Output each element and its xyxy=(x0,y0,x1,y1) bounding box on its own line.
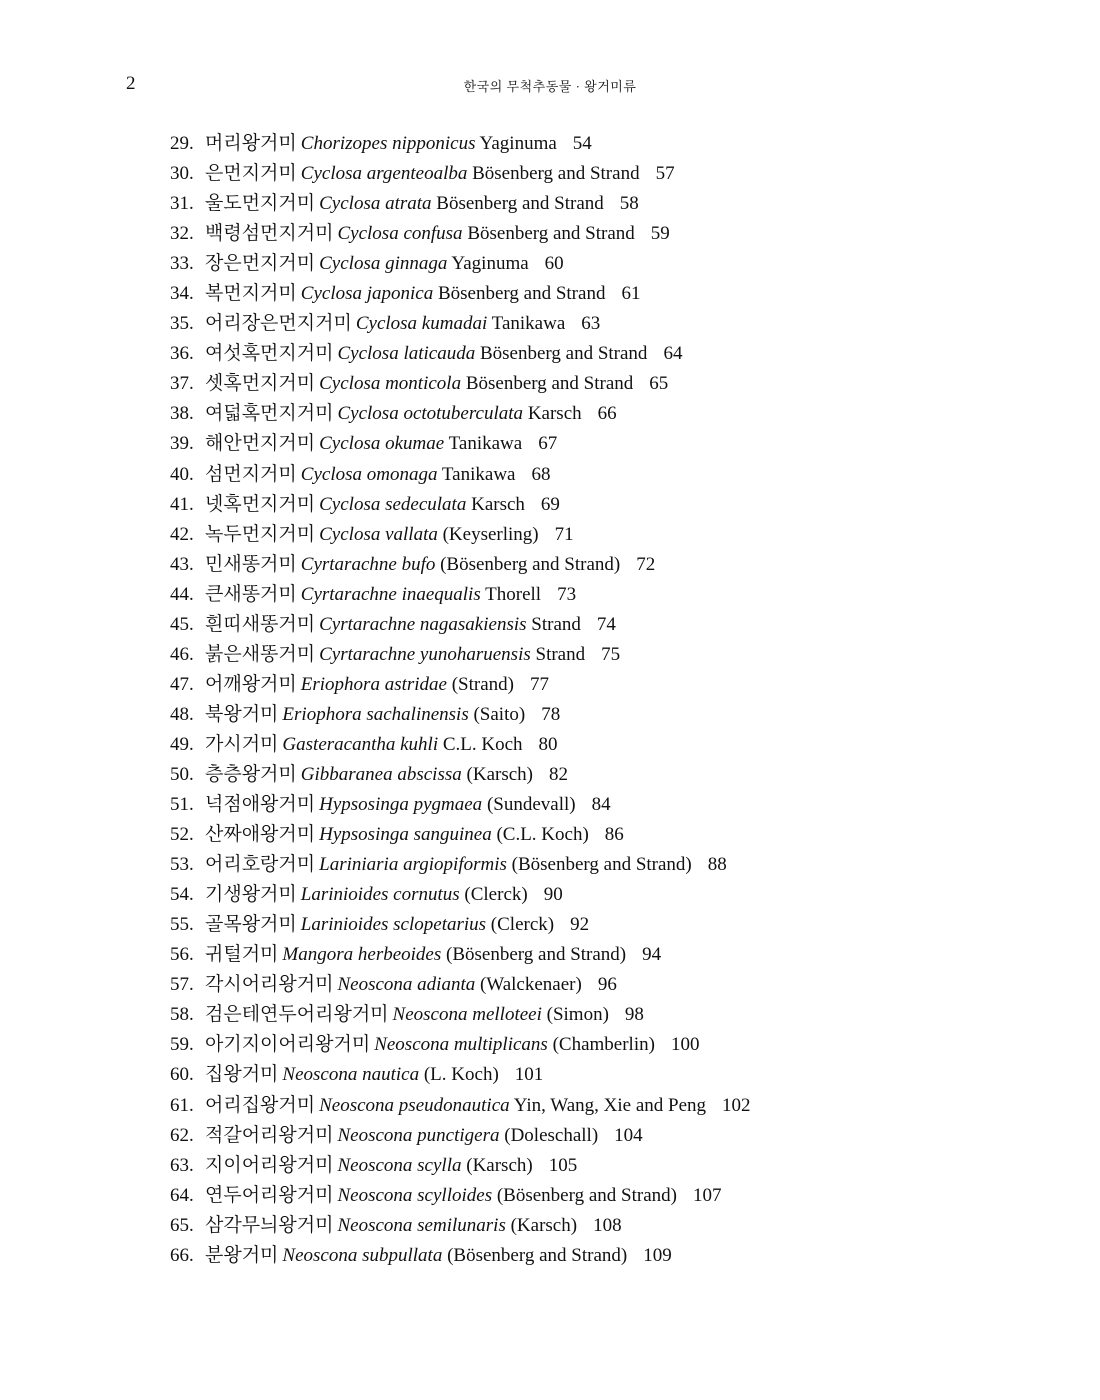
korean-name: 어리집왕거미 xyxy=(205,1094,316,1116)
scientific-name: Neoscona scylloides xyxy=(337,1184,493,1206)
korean-name: 연두어리왕거미 xyxy=(205,1184,334,1206)
scientific-name: Neoscona melloteei xyxy=(392,1004,542,1026)
scientific-name: Cyclosa monticola xyxy=(319,373,462,395)
page-reference: 74 xyxy=(596,613,616,635)
page-reference: 105 xyxy=(548,1154,578,1176)
entry-number: 45. xyxy=(170,613,194,635)
list-item xyxy=(170,429,751,459)
entry-number: 65. xyxy=(170,1214,194,1236)
list-item xyxy=(170,219,751,249)
scientific-name: Gibbaranea abscissa xyxy=(300,763,462,785)
page-reference: 102 xyxy=(722,1094,751,1116)
page-reference: 72 xyxy=(636,553,656,575)
entry-number: 42. xyxy=(170,523,194,545)
korean-name: 어리호랑거미 xyxy=(205,854,316,876)
scientific-name: Cyclosa octotuberculata xyxy=(337,403,524,425)
list-item xyxy=(170,550,751,580)
entry-number: 32. xyxy=(170,223,194,245)
list-item xyxy=(170,1121,751,1151)
author-citation: Yaginuma xyxy=(479,133,557,154)
korean-name: 아기지이어리왕거미 xyxy=(205,1034,371,1056)
page-number: 2 xyxy=(126,73,136,94)
list-item xyxy=(170,970,751,1000)
running-header: 한국의 무척추동물 · 왕거미류 xyxy=(463,79,637,94)
author-citation: (Bösenberg and Strand) xyxy=(511,854,692,876)
korean-name: 집왕거미 xyxy=(205,1064,279,1086)
korean-name: 어리장은먼지거미 xyxy=(205,313,352,335)
scientific-name: Neoscona multiplicans xyxy=(374,1034,548,1056)
scientific-name: Cyclosa argenteoalba xyxy=(300,163,468,185)
author-citation: (C.L. Koch) xyxy=(496,824,589,846)
scientific-name: Cyclosa laticauda xyxy=(337,343,476,365)
entry-number: 34. xyxy=(170,283,194,305)
scientific-name: Neoscona punctigera xyxy=(337,1124,500,1146)
page-reference: 109 xyxy=(643,1244,672,1266)
list-item xyxy=(170,820,751,850)
korean-name: 흰띠새똥거미 xyxy=(205,613,316,635)
scientific-name: Neoscona adianta xyxy=(337,974,476,996)
page-reference: 65 xyxy=(649,373,669,395)
author-citation: Karsch xyxy=(527,403,582,425)
author-citation: (Karsch) xyxy=(466,1154,533,1176)
entry-number: 46. xyxy=(170,643,194,665)
page-reference: 101 xyxy=(514,1064,544,1086)
entry-number: 50. xyxy=(170,763,194,785)
entry-number: 35. xyxy=(170,313,194,335)
scientific-name: Chorizopes nipponicus xyxy=(300,133,476,154)
list-item xyxy=(170,1060,751,1090)
author-citation: Bösenberg and Strand xyxy=(479,343,648,365)
list-item xyxy=(170,790,751,820)
species-list xyxy=(170,129,751,1271)
author-citation: (Saito) xyxy=(473,703,526,725)
entry-number: 33. xyxy=(170,253,194,275)
author-citation: Yin, Wang, Xie and Peng xyxy=(513,1094,707,1116)
page-reference: 64 xyxy=(663,343,683,365)
entry-number: 61. xyxy=(170,1094,194,1116)
list-item xyxy=(170,159,751,189)
page-reference: 71 xyxy=(554,523,574,545)
entry-number: 66. xyxy=(170,1244,194,1266)
page-reference: 100 xyxy=(670,1034,700,1056)
author-citation: C.L. Koch xyxy=(442,733,523,755)
author-citation: Bösenberg and Strand xyxy=(467,223,635,245)
entry-number: 48. xyxy=(170,703,194,725)
list-item xyxy=(170,760,751,790)
entry-number: 31. xyxy=(170,193,194,215)
korean-name: 셋혹먼지거미 xyxy=(205,373,316,395)
korean-name: 적갈어리왕거미 xyxy=(205,1124,334,1146)
list-item xyxy=(170,610,751,640)
korean-name: 지이어리왕거미 xyxy=(205,1154,334,1176)
page-reference: 98 xyxy=(624,1004,644,1026)
entry-number: 44. xyxy=(170,583,194,605)
scientific-name: Gasteracantha kuhli xyxy=(282,733,439,755)
author-citation: Strand xyxy=(535,643,586,665)
page-reference: 82 xyxy=(548,763,568,785)
scientific-name: Eriophora astridae xyxy=(300,673,447,695)
author-citation: Bösenberg and Strand xyxy=(437,283,606,305)
entry-number: 54. xyxy=(170,884,194,906)
entry-number: 53. xyxy=(170,854,194,876)
page-reference: 67 xyxy=(538,433,558,455)
list-item xyxy=(170,1030,751,1060)
page-reference: 77 xyxy=(530,673,549,695)
list-item xyxy=(170,399,751,429)
scientific-name: Cyclosa ginnaga xyxy=(319,253,448,275)
scientific-name: Cyclosa sedeculata xyxy=(319,493,467,515)
author-citation: (Karsch) xyxy=(510,1214,578,1236)
page-reference: 61 xyxy=(621,283,641,305)
scientific-name: Cyclosa japonica xyxy=(300,283,434,305)
author-citation: (Clerck) xyxy=(464,884,528,906)
author-citation: (Sundevall) xyxy=(486,794,576,816)
page-reference: 57 xyxy=(655,163,675,185)
author-citation: (L. Koch) xyxy=(423,1064,499,1086)
entry-number: 47. xyxy=(170,673,194,695)
author-citation: (Karsch) xyxy=(466,763,533,785)
page-reference: 92 xyxy=(570,914,590,936)
korean-name: 녹두먼지거미 xyxy=(205,523,316,545)
scientific-name: Lariniaria argiopiformis xyxy=(319,854,507,876)
entry-number: 41. xyxy=(170,493,194,515)
author-citation: Karsch xyxy=(471,493,525,515)
entry-number: 59. xyxy=(170,1034,194,1056)
entry-number: 52. xyxy=(170,824,194,846)
korean-name: 머리왕거미 xyxy=(205,133,297,154)
list-item xyxy=(170,460,751,490)
list-item xyxy=(170,129,751,159)
author-citation: Bösenberg and Strand xyxy=(465,373,634,395)
author-citation: (Walckenaer) xyxy=(479,974,582,996)
author-citation: (Bösenberg and Strand) xyxy=(446,944,627,966)
scientific-name: Mangora herbeoides xyxy=(282,944,442,966)
list-item xyxy=(170,1000,751,1030)
korean-name: 붉은새똥거미 xyxy=(205,643,316,665)
page-reference: 104 xyxy=(614,1124,643,1146)
author-citation: (Strand) xyxy=(451,673,514,695)
page-reference: 107 xyxy=(692,1184,722,1206)
entry-number: 39. xyxy=(170,433,194,455)
page-reference: 88 xyxy=(707,854,727,876)
scientific-name: Cyrtarachne inaequalis xyxy=(300,583,481,605)
scientific-name: Cyrtarachne yunoharuensis xyxy=(319,643,531,665)
list-item xyxy=(170,249,751,279)
scientific-name: Larinioides sclopetarius xyxy=(300,914,487,936)
page-reference: 59 xyxy=(650,223,670,245)
author-citation: Tanikawa xyxy=(448,433,523,455)
korean-name: 장은먼지거미 xyxy=(205,253,316,275)
entry-number: 40. xyxy=(170,463,194,485)
korean-name: 기생왕거미 xyxy=(205,884,297,906)
korean-name: 골목왕거미 xyxy=(205,914,297,936)
list-item xyxy=(170,1211,751,1241)
entry-number: 43. xyxy=(170,553,194,575)
list-item xyxy=(170,1241,751,1271)
entry-number: 57. xyxy=(170,974,194,996)
list-item xyxy=(170,189,751,219)
entry-number: 37. xyxy=(170,373,194,395)
entry-number: 56. xyxy=(170,944,194,966)
korean-name: 검은테연두어리왕거미 xyxy=(205,1004,389,1026)
page-reference: 108 xyxy=(593,1214,622,1236)
entry-number: 29. xyxy=(170,133,194,154)
page-reference: 84 xyxy=(591,794,611,816)
list-item xyxy=(170,910,751,940)
list-item xyxy=(170,369,751,399)
author-citation: (Chamberlin) xyxy=(552,1034,655,1056)
entry-number: 55. xyxy=(170,914,194,936)
page-reference: 69 xyxy=(540,493,560,515)
korean-name: 각시어리왕거미 xyxy=(205,974,334,996)
korean-name: 산짜애왕거미 xyxy=(205,824,316,846)
scientific-name: Cyclosa atrata xyxy=(319,193,432,215)
page-reference: 66 xyxy=(597,403,617,425)
korean-name: 백령섬먼지거미 xyxy=(205,223,334,245)
korean-name: 울도먼지거미 xyxy=(205,193,316,215)
page-reference: 90 xyxy=(543,884,563,906)
scientific-name: Larinioides cornutus xyxy=(300,884,460,906)
scientific-name: Cyclosa omonaga xyxy=(300,463,438,485)
scientific-name: Cyclosa vallata xyxy=(319,523,438,545)
entry-number: 36. xyxy=(170,343,194,365)
list-item xyxy=(170,670,751,700)
korean-name: 큰새똥거미 xyxy=(205,583,297,605)
page-reference: 54 xyxy=(572,133,592,154)
entry-number: 30. xyxy=(170,163,194,185)
author-citation: (Bösenberg and Strand) xyxy=(447,1244,628,1266)
page-reference: 63 xyxy=(581,313,601,335)
korean-name: 층층왕거미 xyxy=(205,763,297,785)
list-item xyxy=(170,730,751,760)
page-reference: 58 xyxy=(619,193,639,215)
page-reference: 73 xyxy=(557,583,577,605)
page-reference: 96 xyxy=(597,974,617,996)
scientific-name: Cyclosa confusa xyxy=(337,223,463,245)
list-item xyxy=(170,279,751,309)
scientific-name: Neoscona nautica xyxy=(282,1064,420,1086)
page-reference: 68 xyxy=(531,463,551,485)
korean-name: 넉점애왕거미 xyxy=(205,794,316,816)
author-citation: Bösenberg and Strand xyxy=(472,163,640,185)
author-citation: (Simon) xyxy=(546,1004,609,1026)
author-citation: Yaginuma xyxy=(451,253,529,275)
list-item xyxy=(170,1091,751,1121)
list-item xyxy=(170,640,751,670)
korean-name: 여덟혹먼지거미 xyxy=(205,403,334,425)
korean-name: 복먼지거미 xyxy=(205,283,297,305)
page-reference: 78 xyxy=(541,703,561,725)
scientific-name: Cyclosa kumadai xyxy=(355,313,488,335)
list-item xyxy=(170,1181,751,1211)
author-citation: (Keyserling) xyxy=(442,523,539,545)
korean-name: 해안먼지거미 xyxy=(205,433,316,455)
entry-number: 63. xyxy=(170,1154,194,1176)
page-reference: 75 xyxy=(601,643,621,665)
scientific-name: Neoscona semilunaris xyxy=(337,1214,506,1236)
scientific-name: Eriophora sachalinensis xyxy=(282,703,469,725)
korean-name: 가시거미 xyxy=(205,733,279,755)
korean-name: 여섯혹먼지거미 xyxy=(205,343,334,365)
korean-name: 분왕거미 xyxy=(205,1244,279,1266)
list-item xyxy=(170,520,751,550)
entry-number: 38. xyxy=(170,403,194,425)
entry-number: 62. xyxy=(170,1124,194,1146)
page-reference: 94 xyxy=(642,944,662,966)
author-citation: (Bösenberg and Strand) xyxy=(440,553,621,575)
scientific-name: Neoscona pseudonautica xyxy=(319,1094,510,1116)
list-item xyxy=(170,880,751,910)
scientific-name: Cyrtarachne nagasakiensis xyxy=(319,613,527,635)
list-item xyxy=(170,490,751,520)
entry-number: 49. xyxy=(170,733,194,755)
author-citation: Tanikawa xyxy=(441,463,516,485)
author-citation: Strand xyxy=(531,613,581,635)
entry-number: 64. xyxy=(170,1184,194,1206)
list-item xyxy=(170,580,751,610)
entry-number: 58. xyxy=(170,1004,194,1026)
korean-name: 삼각무늬왕거미 xyxy=(205,1214,334,1236)
korean-name: 민새똥거미 xyxy=(205,553,297,575)
korean-name: 어깨왕거미 xyxy=(205,673,297,695)
scientific-name: Cyrtarachne bufo xyxy=(300,553,436,575)
page-reference: 80 xyxy=(538,733,558,755)
scientific-name: Cyclosa okumae xyxy=(319,433,445,455)
korean-name: 은먼지거미 xyxy=(205,163,297,185)
list-item xyxy=(170,700,751,730)
korean-name: 섬먼지거미 xyxy=(205,463,297,485)
list-item xyxy=(170,1151,751,1181)
author-citation: Tanikawa xyxy=(491,313,566,335)
page-reference: 60 xyxy=(544,253,564,275)
author-citation: (Doleschall) xyxy=(504,1124,599,1146)
author-citation: Bösenberg and Strand xyxy=(436,193,604,215)
list-item xyxy=(170,309,751,339)
scientific-name: Hypsosinga pygmaea xyxy=(319,794,483,816)
korean-name: 귀털거미 xyxy=(205,944,279,966)
list-item xyxy=(170,850,751,880)
korean-name: 넷혹먼지거미 xyxy=(205,493,316,515)
entry-number: 60. xyxy=(170,1064,194,1086)
author-citation: Thorell xyxy=(485,583,542,605)
page-reference: 86 xyxy=(604,824,624,846)
korean-name: 북왕거미 xyxy=(205,703,279,725)
scientific-name: Neoscona subpullata xyxy=(282,1244,443,1266)
author-citation: (Clerck) xyxy=(490,914,555,936)
author-citation: (Bösenberg and Strand) xyxy=(496,1184,677,1206)
list-item xyxy=(170,339,751,369)
entry-number: 51. xyxy=(170,794,194,816)
scientific-name: Hypsosinga sanguinea xyxy=(319,824,492,846)
list-item xyxy=(170,940,751,970)
scientific-name: Neoscona scylla xyxy=(337,1154,462,1176)
